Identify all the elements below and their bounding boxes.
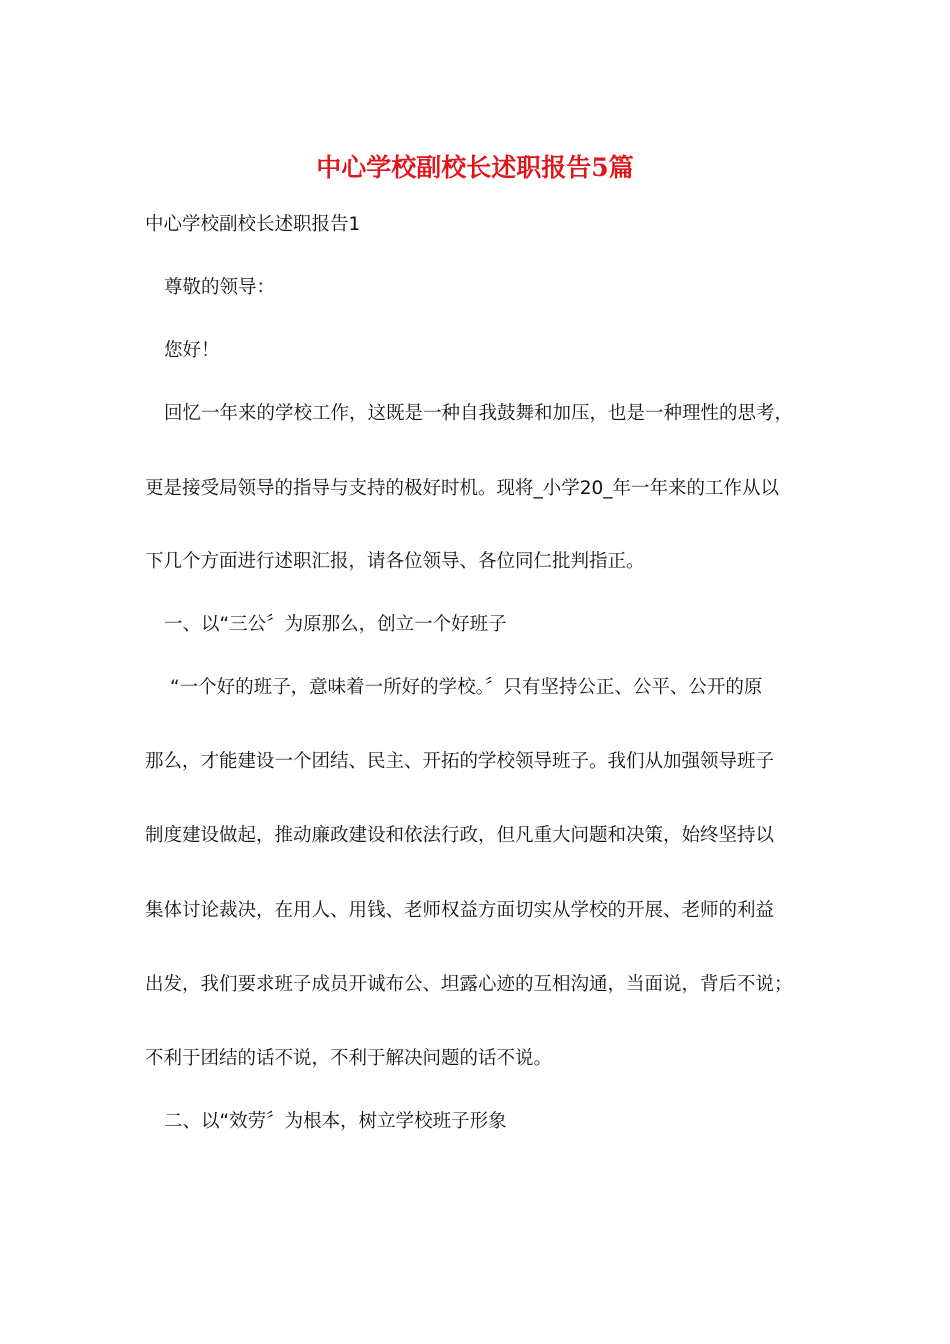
paragraph-line: 出发，我们要求班子成员开诚布公、坦露心迹的互相沟通，当面说，背后不说； <box>145 974 793 995</box>
greeting: 您好！ <box>164 340 220 361</box>
report-subtitle: 中心学校副校长述职报告1 <box>145 214 361 235</box>
salutation: 尊敬的领导： <box>164 277 276 298</box>
paragraph-line: 回忆一年来的学校工作，这既是一种自我鼓舞和加压，也是一种理性的思考， <box>164 403 794 424</box>
paragraph-line: 更是接受局领导的指导与支持的极好时机。现将_小学20_年一年来的工作从以 <box>145 478 780 499</box>
paragraph-line: 集体讨论裁决，在用人、用钱、老师权益方面切实从学校的开展、老师的利益 <box>145 900 775 921</box>
section-heading: 二、以“效劳〞为根本，树立学校班子形象 <box>164 1111 507 1132</box>
section-heading: 一、以“三公〞为原那么，创立一个好班子 <box>164 614 507 635</box>
paragraph-line: 制度建设做起，推动廉政建设和依法行政，但凡重大问题和决策，始终坚持以 <box>145 825 775 846</box>
paragraph-line: 那么，才能建设一个团结、民主、开拓的学校领导班子。我们从加强领导班子 <box>145 751 775 772</box>
document-title: 中心学校副校长述职报告5篇 <box>316 153 634 182</box>
paragraph-line: 不利于团结的话不说，不利于解决问题的话不说。 <box>145 1048 553 1069</box>
paragraph-line: “一个好的班子，意味着一所好的学校。〞只有坚持公正、公平、公开的原 <box>170 677 763 698</box>
paragraph-line: 下几个方面进行述职汇报，请各位领导、各位同仁批判指正。 <box>145 551 645 572</box>
